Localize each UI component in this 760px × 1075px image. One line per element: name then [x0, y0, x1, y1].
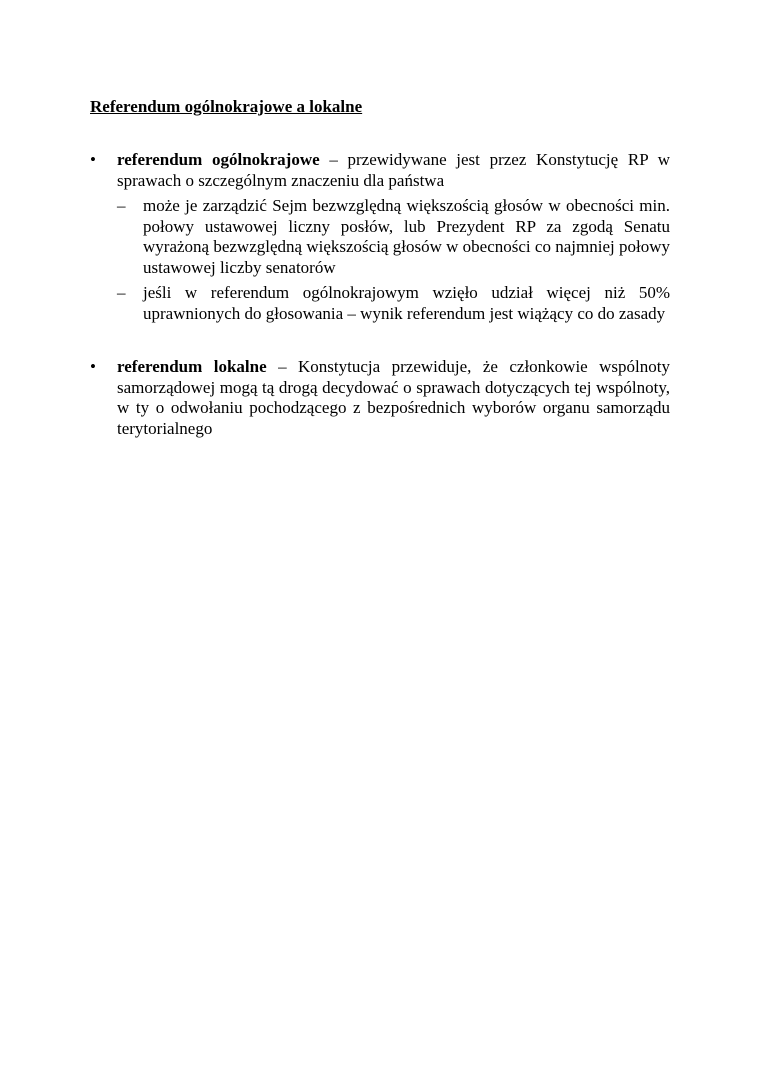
list-item-text: [117, 150, 670, 191]
list-item-local-referendum: [90, 357, 670, 439]
dash-icon: –: [117, 283, 126, 302]
sub-list-item: [117, 196, 670, 278]
list-item-text: [117, 357, 670, 439]
list-item-national-referendum: [90, 150, 670, 324]
sub-list-item-text: jeśli w referendum ogólnokrajowym wzięło udział więcej niż 50% uprawnionych do głosowania – wynik referendum jest wiążący co do zasady: [143, 283, 670, 323]
term-label: referendum ogólnokrajowe: [117, 150, 320, 169]
term-description: – Konstytucja przewiduje, że członkowie wspólnoty samorządowej mogą tą drogą decydować o sprawach dotyczących tej wspólnoty, w ty o odwołaniu pochodzącego z bezpośrednich wyborów organu samorządu terytorialnego: [117, 357, 670, 438]
document-page: [90, 96, 670, 439]
sub-list: [117, 196, 670, 324]
bullet-icon: •: [90, 150, 96, 169]
term-description: – przewidywane jest przez Konstytucję RP w sprawach o szczególnym znaczeniu dla państwa: [117, 150, 670, 190]
sub-list-item-text: może je zarządzić Sejm bezwzględną większością głosów w obecności min. połowy ustawowej liczny posłów, lub Prezydent RP za zgodą Senatu wyrażoną bezwzględną większością głosów w obecności co najmniej połowy ustawowej liczby senatorów: [143, 196, 670, 277]
sub-list-item: [117, 283, 670, 324]
bullet-icon: •: [90, 357, 96, 376]
document-title: Referendum ogólnokrajowe a lokalne: [90, 97, 363, 116]
dash-icon: –: [117, 196, 126, 215]
term-label: referendum lokalne: [117, 357, 267, 376]
